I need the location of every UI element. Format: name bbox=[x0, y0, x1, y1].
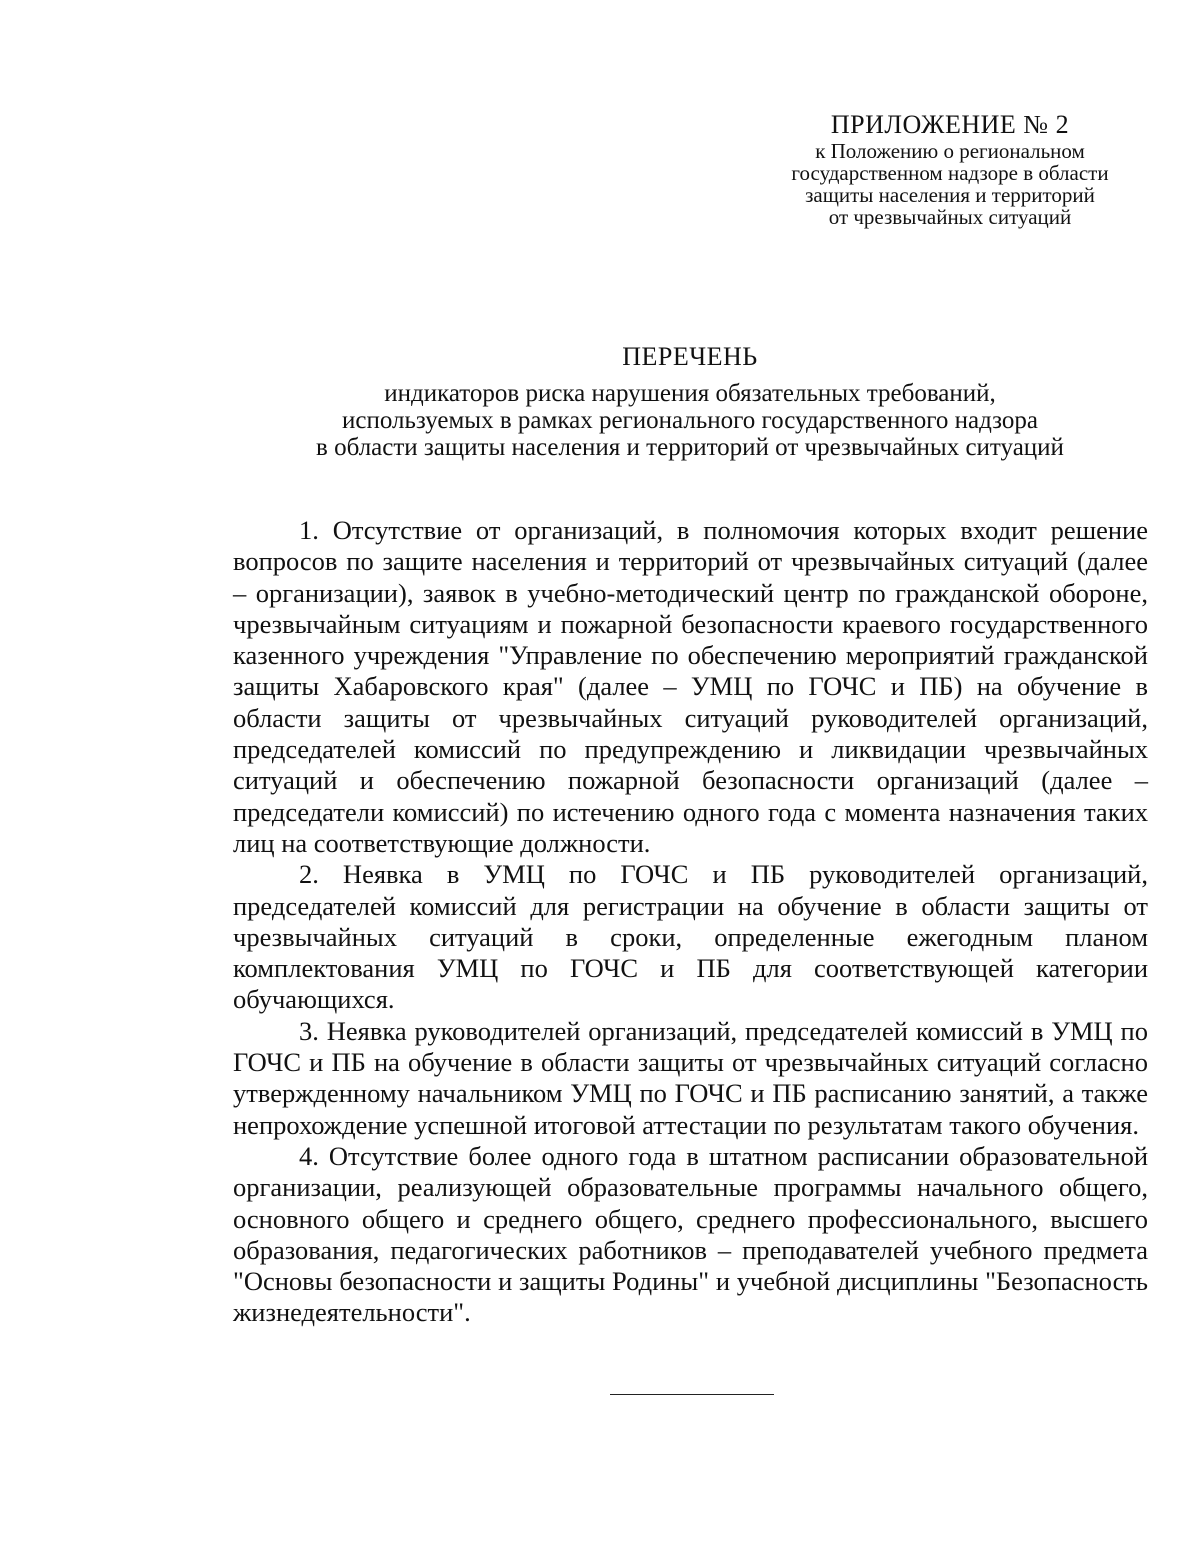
heading-subtitle-line: индикаторов риска нарушения обязательных требований, bbox=[384, 380, 996, 407]
appendix-title: ПРИЛОЖЕНИЕ № 2 bbox=[830, 110, 1070, 139]
heading-subtitle-line: в области защиты населения и территорий от чрезвычайных ситуаций bbox=[316, 434, 1064, 461]
list-item-3: 3. Неявка руководителей организаций, председателей комиссий в УМЦ по ГОЧС и ПБ на обучение в области защиты от чрезвычайных ситуаций согласно утвержденному начальником УМЦ по ГОЧС и ПБ расписанию занятий, а также непрохождение успешной итоговой аттестации по результатам такого обучения. bbox=[233, 1015, 1148, 1140]
document-heading bbox=[230, 340, 1150, 461]
appendix-line: от чрезвычайных ситуаций bbox=[828, 205, 1072, 229]
list-item-4: 4. Отсутствие более одного года в штатном расписании образовательной организации, реализующей образовательные программы начального общего, основного общего и среднего общего, среднего профессионального, высшего образования, педагогических работников – преподавателей учебного предмета "Основы безопасности и защиты Родины" и учебной дисциплины "Безопасность жизнедеятельности". bbox=[233, 1140, 1148, 1328]
appendix-line: к Положению о региональном bbox=[815, 139, 1085, 163]
appendix-line: защиты населения и территорий bbox=[805, 183, 1095, 207]
appendix-block bbox=[760, 110, 1140, 228]
appendix-line: государственном надзоре в области bbox=[791, 161, 1109, 185]
heading-title: ПЕРЕЧЕНЬ bbox=[622, 342, 758, 371]
list-item-2: 2. Неявка в УМЦ по ГОЧС и ПБ руководителей организаций, председателей комиссий для регистрации на обучение в области защиты от чрезвычайных ситуаций в сроки, определенные ежегодным планом комплектования УМЦ по ГОЧС и ПБ для соответствующей категории обучающихся. bbox=[233, 859, 1148, 1015]
list-item-1: 1. Отсутствие от организаций, в полномочия которых входит решение вопросов по защите населения и территорий от чрезвычайных ситуаций (далее – организации), заявок в учебно-методический центр по гражданской обороне, чрезвычайным ситуациям и пожарной безопасности краевого государственного казенного учреждения "Управление по обеспечению мероприятий гражданской защиты Хабаровского края" (далее – УМЦ по ГОЧС и ПБ) на обучение в области защиты от чрезвычайных ситуаций руководителей организаций, председателей комиссий по предупреждению и ликвидации чрезвычайных ситуаций и обеспечению пожарной безопасности организаций (далее – председатели комиссий) по истечению одного года с момента назначения таких лиц на соответствующие должности. bbox=[233, 515, 1148, 858]
document-body bbox=[233, 515, 1148, 1329]
closing-divider bbox=[610, 1394, 774, 1395]
heading-subtitle-line: используемых в рамках регионального государственного надзора bbox=[341, 407, 1039, 434]
